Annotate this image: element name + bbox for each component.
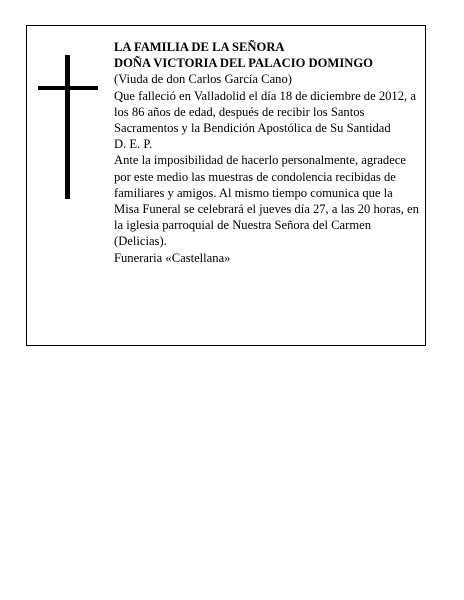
rip-line: D. E. P. — [114, 137, 153, 152]
obituary-text — [114, 39, 420, 266]
heading-family: LA FAMILIA DE LA SEÑORA — [114, 40, 285, 54]
funeral-home: Funeraria «Castellana» — [114, 250, 231, 265]
death-paragraph: Que falleció en Valladolid el día 18 de diciembre de 2012, a los 86 años de edad, después de recibir los Santos Sacramentos y la Bendición Apostólica de Su Santidad — [114, 88, 416, 136]
widow-line: (Viuda de don Carlos García Cano) — [114, 72, 292, 87]
cross-horizontal-bar — [38, 86, 98, 90]
cross-vertical-bar — [65, 55, 70, 199]
cross-icon — [38, 55, 98, 199]
obituary-notice — [26, 25, 426, 346]
thanks-paragraph: Ante la imposibilidad de hacerlo personalmente, agradece por este medio las muestras de condolencia recibidas de familiares y amigos. Al mismo tiempo comunica que la Misa Funeral se celebrará el jueves día 27, a las 20 horas, en la iglesia parroquial de Nuestra Señora del Carmen (Delicias). — [114, 153, 419, 249]
heading-deceased-name: DOÑA VICTORIA DEL PALACIO DOMINGO — [114, 56, 373, 71]
